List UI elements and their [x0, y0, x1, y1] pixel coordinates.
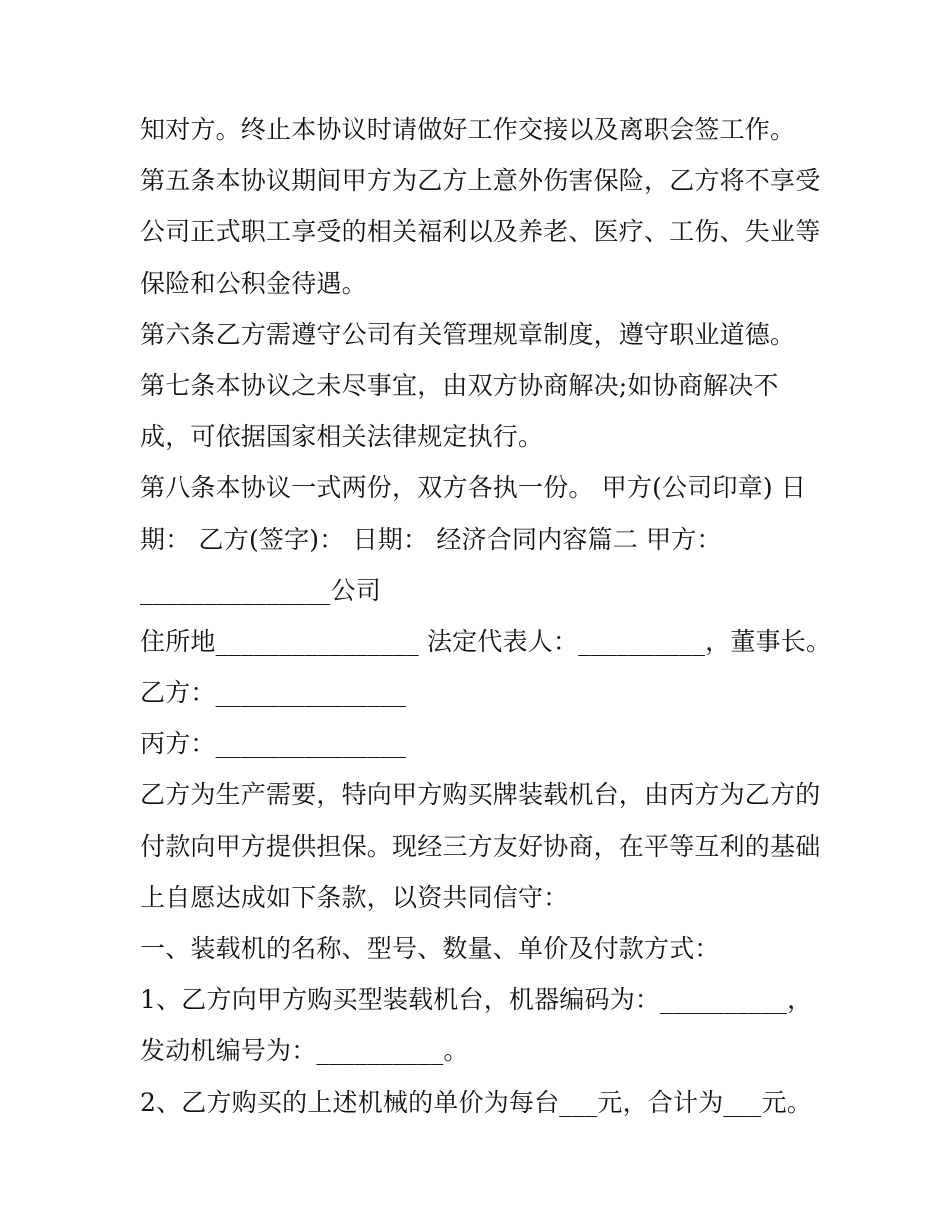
text-line: 第五条本协议期间甲方为乙方上意外伤害保险，乙方将不享受 [140, 166, 821, 196]
text-line: 2、乙方购买的上述机械的单价为每台___元，合计为___元。 [140, 1087, 812, 1117]
text-line: 发动机编号为：__________。 [140, 1036, 469, 1066]
text-line: 乙方为生产需要，特向甲方购买牌装载机台，由丙方为乙方的 [140, 780, 821, 810]
text-line: 第八条本协议一式两份，双方各执一份。 甲方(公司印章) 日 [140, 473, 807, 503]
text-line: 第六条乙方需遵守公司有关管理规章制度，遵守职业道德。 [140, 319, 796, 349]
text-line: 一、装载机的名称、型号、数量、单价及付款方式： [140, 934, 720, 963]
text-line: 付款向甲方提供担保。现经三方友好协商，在平等互利的基础 [140, 831, 821, 861]
text-line: 1、乙方向甲方购买型装载机台，机器编码为：__________， [140, 985, 813, 1015]
text-line: 成，可依据国家相关法律规定执行。 [140, 422, 544, 452]
text-line: 乙方：_______________ [140, 678, 407, 708]
text-line: 第七条本协议之未尽事宜，由双方协商解决;如协商解决不 [140, 370, 779, 400]
text-line: 住所地________________ 法定代表人：__________，董事长。 [140, 626, 832, 656]
text-line: 知对方。终止本协议时请做好工作交接以及离职会签工作。 [140, 115, 796, 144]
text-line: 上自愿达成如下条款，以资共同信守： [140, 882, 569, 912]
text-line: 丙方：_______________ [140, 729, 407, 759]
text-line: 期： 乙方(签字)： 日期： 经济合同内容篇二 甲方： [140, 524, 722, 554]
text-line: 公司正式职工享受的相关福利以及养老、医疗、工伤、失业等 [140, 217, 821, 247]
text-line: 保险和公积金待遇。 [140, 268, 367, 298]
text-line: _______________公司 [140, 575, 381, 605]
document-body [140, 104, 830, 1128]
